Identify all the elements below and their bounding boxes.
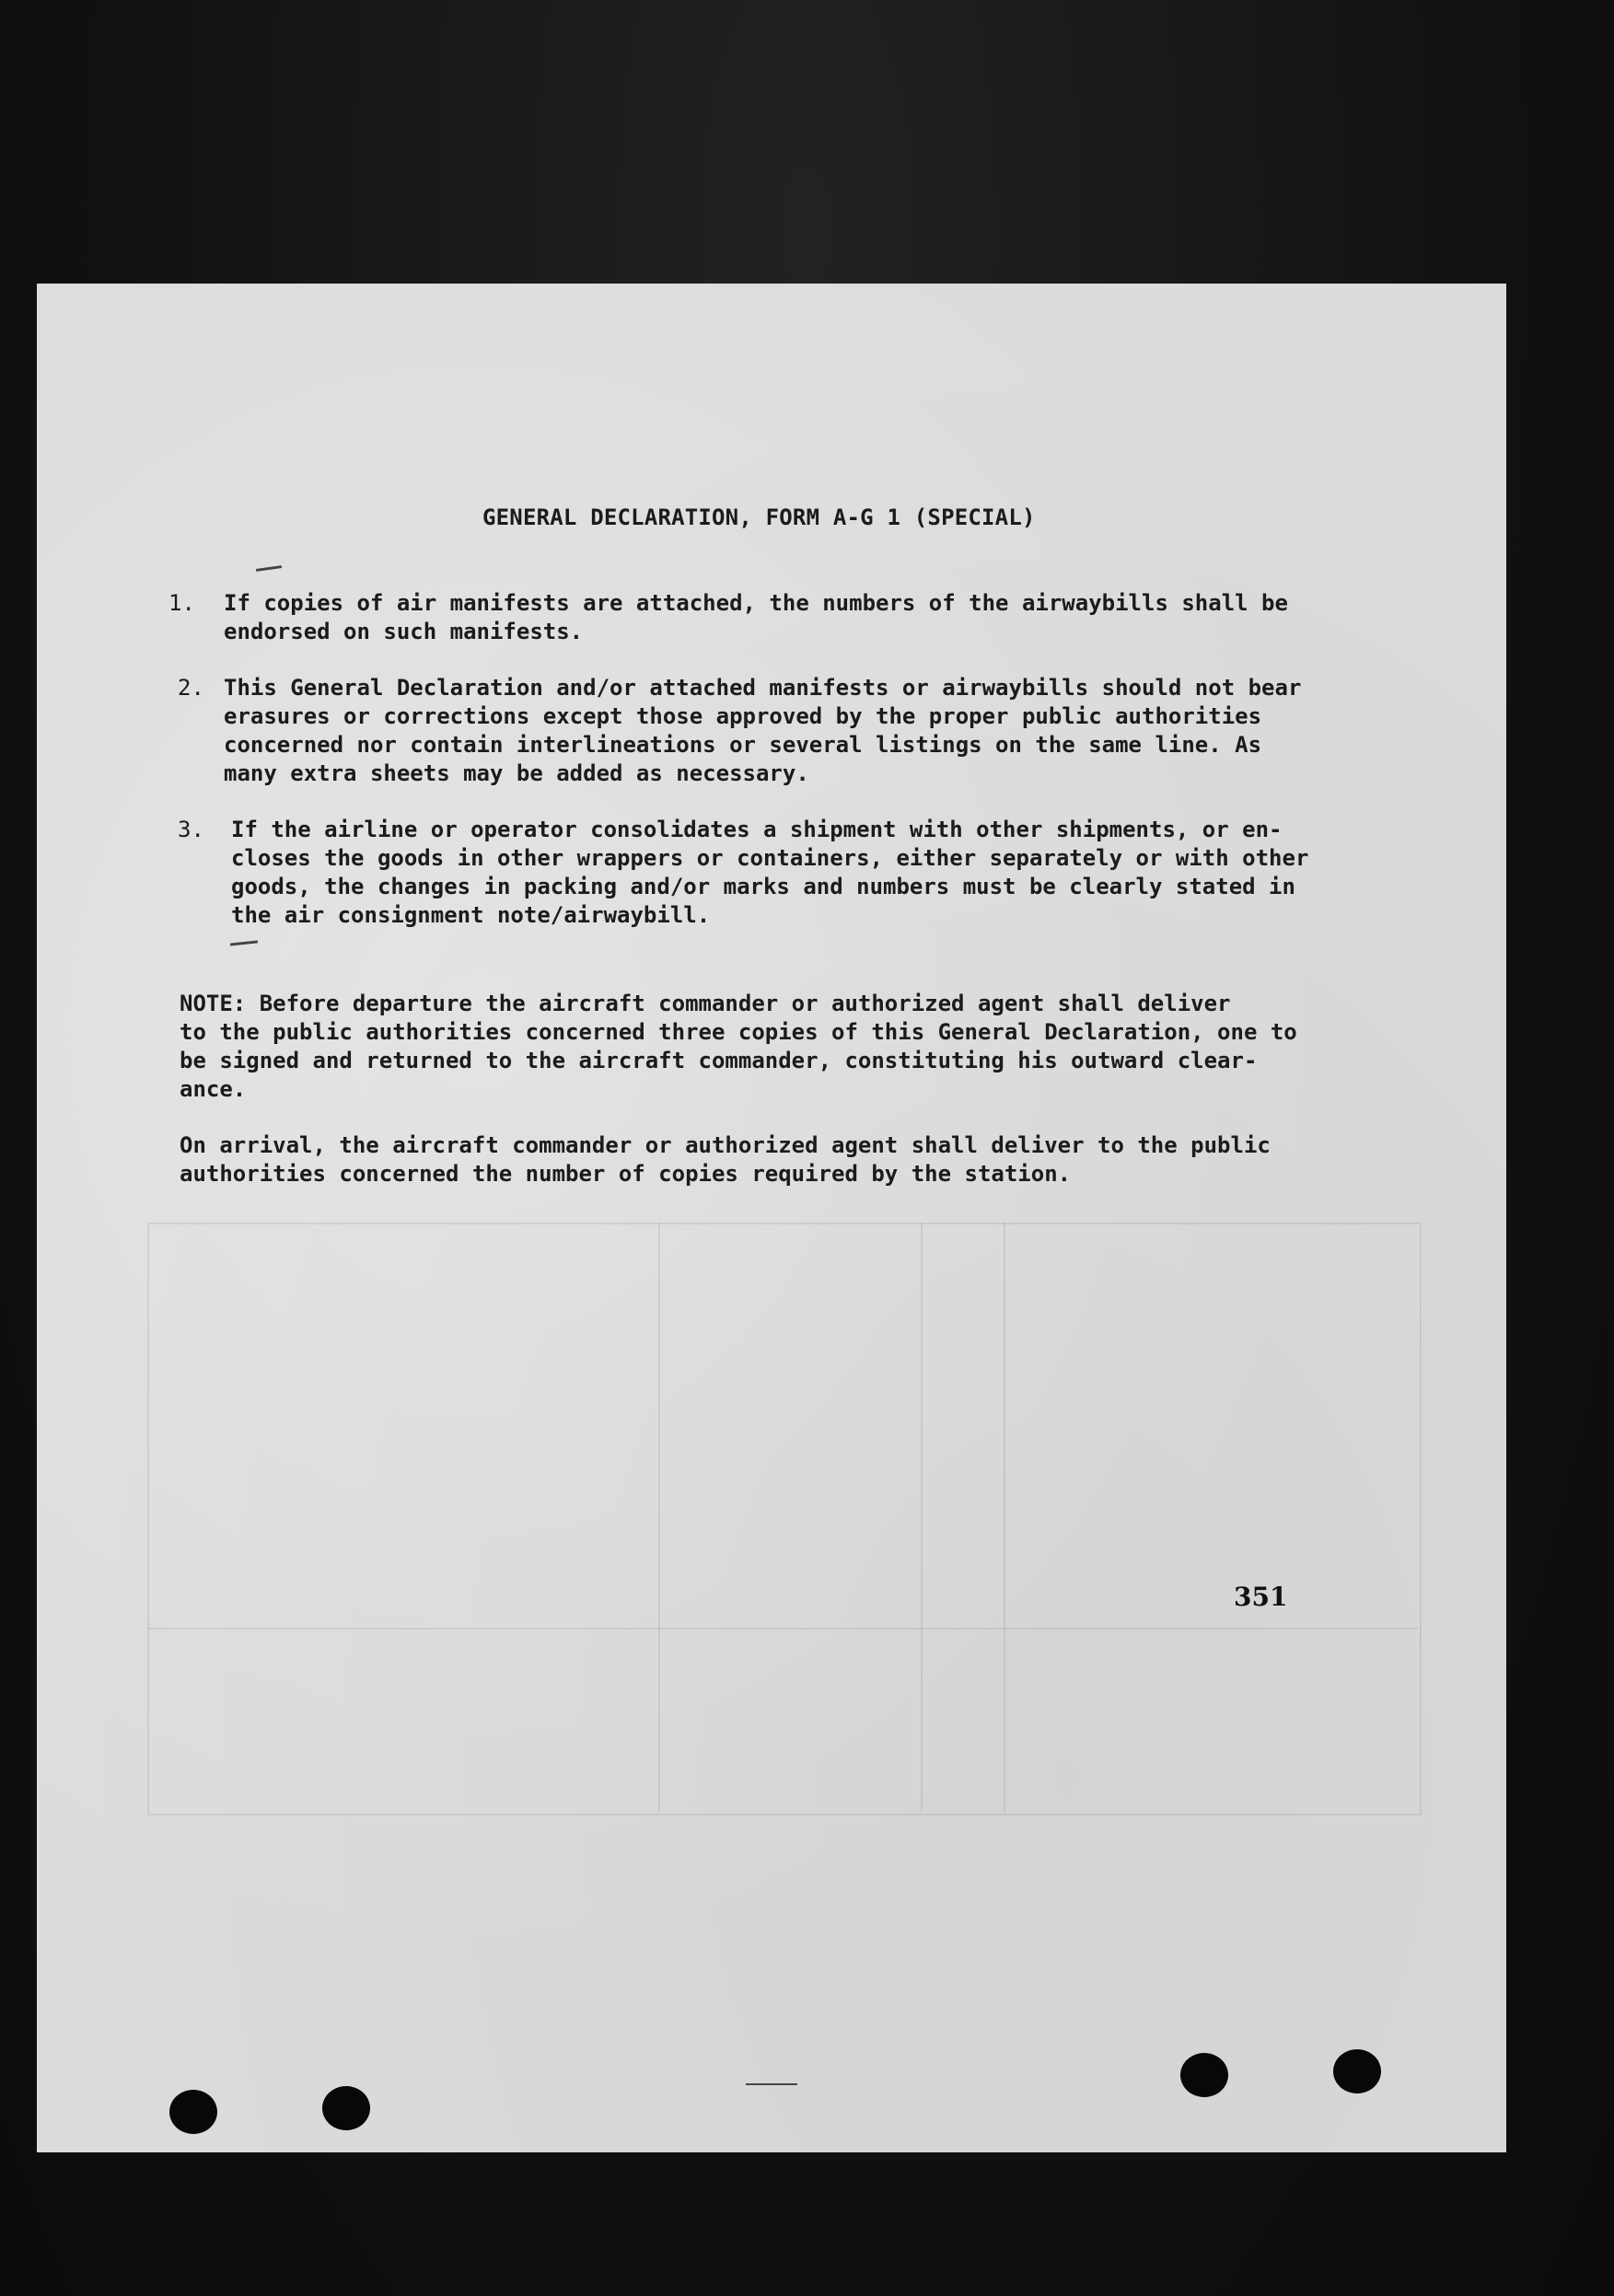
arrival-line: authorities concerned the number of copies required by the station. [180,1161,1072,1187]
item-line: closes the goods in other wrappers or containers, either separately or with other [231,845,1309,871]
item-line: many extra sheets may be added as necessary. [224,760,809,786]
item-number: 1. [168,590,195,616]
note-line: NOTE: Before departure the aircraft commander or authorized agent shall deliver [180,991,1231,1016]
document-page [37,284,1506,2152]
bleed-through-rule [147,1628,1418,1629]
note-line: to the public authorities concerned three copies of this General Declaration, one to [180,1019,1297,1045]
item-line: concerned nor contain interlineations or several listings on the same line. As [224,732,1262,758]
arrival-line: On arrival, the aircraft commander or authorized agent shall deliver to the public [180,1132,1271,1158]
item-line: This General Declaration and/or attached manifests or airwaybills should not bear [224,675,1302,701]
bleed-through-rule [921,1223,923,1812]
page-title: GENERAL DECLARATION, FORM A-G 1 (SPECIAL) [482,504,1036,530]
bleed-through-rule [1004,1223,1005,1812]
pen-mark [746,2083,797,2085]
item-line: goods, the changes in packing and/or marks and numbers must be clearly stated in [231,874,1295,899]
punch-hole [322,2086,370,2130]
note-line: ance. [180,1076,247,1102]
bleed-through-table [147,1223,1422,1815]
bleed-through-rule [658,1223,660,1812]
pen-mark [230,940,258,945]
item-line: If copies of air manifests are attached, the numbers of the airwaybills shall be [224,590,1288,616]
punch-hole [1333,2049,1381,2093]
note-line: be signed and returned to the aircraft commander, constituting his outward clear- [180,1048,1258,1073]
item-line: the air consignment note/airwaybill. [231,902,711,928]
page-number: 351 [1234,1582,1288,1612]
pen-mark [256,565,282,572]
punch-hole [169,2090,217,2134]
item-line: If the airline or operator consolidates a shipment with other shipments, or en- [231,817,1283,842]
item-line: erasures or corrections except those approved by the proper public authorities [224,703,1262,729]
item-number: 2. [178,675,204,701]
punch-hole [1180,2053,1228,2097]
item-line: endorsed on such manifests. [224,619,584,644]
item-number: 3. [178,817,204,842]
